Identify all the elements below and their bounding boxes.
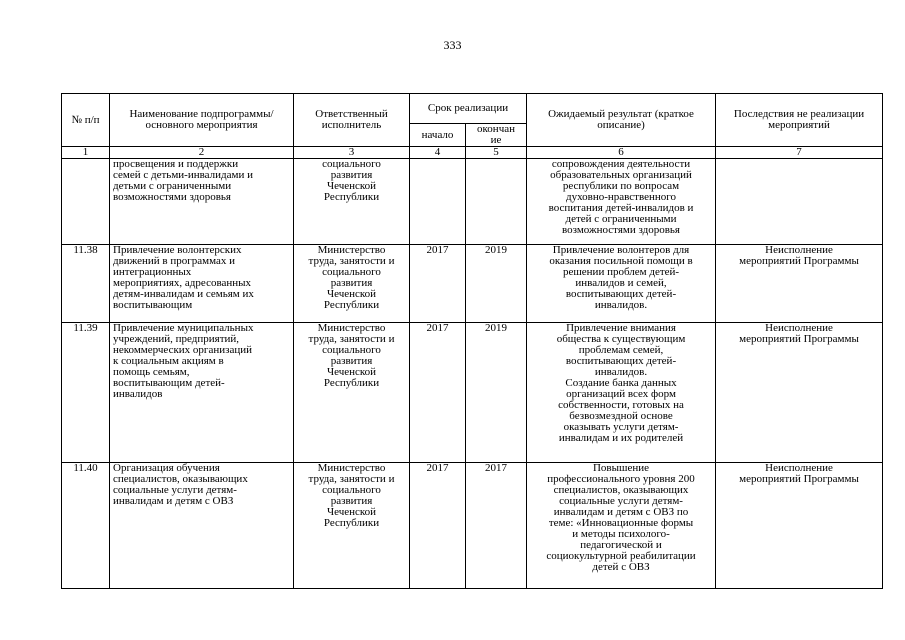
expected-result-line: инвалидам и их родителей xyxy=(558,432,684,444)
activity-name-line: движений в программах и xyxy=(113,255,236,267)
row-number: 11.38 xyxy=(62,245,110,323)
activity-name-line: Привлечение муниципальных xyxy=(113,322,254,334)
header-executor: Ответственный исполнитель xyxy=(294,94,410,147)
expected-result-line: решении проблем детей- xyxy=(562,266,680,278)
activity-name-line: инвалидов xyxy=(113,388,163,400)
expected-result-line: инвалидам и детям с ОВЗ по xyxy=(553,506,689,518)
expected-result-line: детей с ОВЗ xyxy=(592,561,650,573)
table-row xyxy=(62,245,883,323)
end-year: 2017 xyxy=(466,463,527,589)
expected-result-line: организаций всех форм xyxy=(566,388,676,400)
expected-result-line: социальные услуги детям- xyxy=(559,495,683,507)
expected-result-line: инвалидов и семей, xyxy=(575,277,667,289)
consequences-cell-line: Неисполнение xyxy=(765,322,833,334)
activity-name-line: учреждений, предприятий, xyxy=(113,333,240,345)
activity-name-line: просвещения и поддержки xyxy=(113,158,239,170)
activity-name-line: Привлечение волонтерских xyxy=(113,244,242,256)
column-number: 5 xyxy=(466,147,527,159)
consequences-cell-line: мероприятий Программы xyxy=(739,473,859,485)
column-number: 4 xyxy=(410,147,466,159)
expected-result-line: духовно-нравственного xyxy=(565,191,677,203)
expected-result-line: социокультурной реабилитации xyxy=(546,550,696,562)
expected-result-line: теме: «Инновационные формы xyxy=(548,517,694,529)
activity-name-line: социальные услуги детям- xyxy=(113,484,237,496)
expected-result-line: оказывать услуги детям- xyxy=(563,421,679,433)
consequences-cell-line: Неисполнение xyxy=(765,244,833,256)
expected-result-line: Создание банка данных xyxy=(565,377,677,389)
column-number-row xyxy=(62,147,883,159)
consequences-cell xyxy=(716,463,883,589)
start-year: 2017 xyxy=(410,463,466,589)
activity-name-line: воспитывающим xyxy=(113,299,193,311)
header-name: Наименование подпрограммы/ основного мероприятия xyxy=(110,94,294,147)
column-number: 2 xyxy=(110,147,294,159)
executor-cell-line: Республики xyxy=(323,299,380,311)
column-number: 1 xyxy=(62,147,110,159)
end-year: 2019 xyxy=(466,323,527,463)
expected-result-line: сопровождения деятельности xyxy=(551,158,691,170)
activity-name-line: интеграционных xyxy=(113,266,192,278)
header-num: № п/п xyxy=(62,94,110,147)
executor-cell-line: социального xyxy=(322,158,381,170)
expected-result xyxy=(527,323,716,463)
header-end-line: окончан xyxy=(477,123,515,135)
activity-name-line: семей с детьми-инвалидами и xyxy=(113,169,253,181)
row-number: 11.40 xyxy=(62,463,110,589)
row-number xyxy=(62,159,110,245)
expected-result-line: инвалидов. xyxy=(594,299,648,311)
executor-cell xyxy=(294,159,410,245)
activity-name-line: специалистов, оказывающих xyxy=(113,473,248,485)
start-year: 2017 xyxy=(410,323,466,463)
expected-result-line: воспитывающих детей- xyxy=(565,355,677,367)
activity-name-line: возможностями здоровья xyxy=(113,191,231,203)
start-year: 2017 xyxy=(410,245,466,323)
executor-cell-line: Чеченской xyxy=(326,506,377,518)
column-number: 7 xyxy=(716,147,883,159)
expected-result-line: детей с ограниченными xyxy=(565,213,677,225)
expected-result xyxy=(527,245,716,323)
page-number: 333 xyxy=(443,38,462,52)
header-end xyxy=(466,124,527,147)
executor-cell-line: Республики xyxy=(323,517,380,529)
consequences-cell xyxy=(716,323,883,463)
column-number: 3 xyxy=(294,147,410,159)
activity-name-line: некоммерческих организаций xyxy=(113,344,252,356)
activity-name-line: детьми с ограниченными xyxy=(113,180,232,192)
table-row xyxy=(62,463,883,589)
executor-cell-line: труда, занятости и xyxy=(308,473,395,485)
header-end-line: ие xyxy=(490,134,502,146)
consequences-cell-line: мероприятий Программы xyxy=(739,255,859,267)
header-start: начало xyxy=(410,124,466,147)
expected-result-line: воспитывающих детей- xyxy=(565,288,677,300)
executor-cell-line: развития xyxy=(330,277,373,289)
executor-cell-line: развития xyxy=(330,355,373,367)
expected-result-line: республики по вопросам xyxy=(562,180,680,192)
activity-name-line: инвалидам и детям с ОВЗ xyxy=(113,495,234,507)
table-body xyxy=(62,159,883,589)
activity-name-line: мероприятиях, адресованных xyxy=(113,277,252,289)
executor-cell-line: труда, занятости и xyxy=(308,255,395,267)
consequences-cell-line: Неисполнение xyxy=(765,462,833,474)
expected-result xyxy=(527,463,716,589)
consequences-cell xyxy=(716,159,883,245)
expected-result-line: образовательных организаций xyxy=(550,169,692,181)
expected-result-line: оказания посильной помощи в xyxy=(549,255,693,267)
expected-result-line: проблемам семей, xyxy=(578,344,664,356)
executor-cell-line: Республики xyxy=(323,191,380,203)
executor-cell-line: труда, занятости и xyxy=(308,333,395,345)
executor-cell-line: социального xyxy=(322,484,381,496)
header-period: Срок реализации xyxy=(410,94,527,124)
executor-cell-line: Министерство xyxy=(317,322,386,334)
table-row xyxy=(62,323,883,463)
executor-cell-line: Республики xyxy=(323,377,380,389)
activity-name-line: воспитывающим детей- xyxy=(113,377,225,389)
activity-name-line: к социальным акциям в xyxy=(113,355,224,367)
executor-cell-line: Министерство xyxy=(317,462,386,474)
expected-result-line: возможностями здоровья xyxy=(562,224,680,236)
expected-result-line: общества к существующим xyxy=(556,333,686,345)
activity-name xyxy=(110,159,294,245)
expected-result-line: педагогической и xyxy=(580,539,662,551)
start-year xyxy=(410,159,466,245)
column-number: 6 xyxy=(527,147,716,159)
executor-cell-line: развития xyxy=(330,169,373,181)
expected-result-line: Повышение xyxy=(592,462,650,474)
expected-result-line: профессионального уровня 200 xyxy=(547,473,695,485)
executor-cell-line: социального xyxy=(322,344,381,356)
executor-cell xyxy=(294,463,410,589)
executor-cell xyxy=(294,323,410,463)
end-year xyxy=(466,159,527,245)
program-table xyxy=(61,93,883,589)
executor-cell-line: Чеченской xyxy=(326,180,377,192)
table-row xyxy=(62,159,883,245)
executor-cell-line: Чеченской xyxy=(326,288,377,300)
executor-cell-line: Чеченской xyxy=(326,366,377,378)
expected-result-line: собственности, готовых на xyxy=(558,399,684,411)
expected-result-line: специалистов, оказывающих xyxy=(553,484,689,496)
expected-result-line: инвалидов. xyxy=(594,366,648,378)
consequences-cell xyxy=(716,245,883,323)
activity-name xyxy=(110,463,294,589)
activity-name-line: помощь семьям, xyxy=(113,366,190,378)
expected-result-line: воспитания детей-инвалидов и xyxy=(548,202,694,214)
expected-result-line: и методы психолого- xyxy=(572,528,670,540)
expected-result-line: Привлечение волонтеров для xyxy=(552,244,690,256)
expected-result-line: Привлечение внимания xyxy=(566,322,676,334)
executor-cell-line: развития xyxy=(330,495,373,507)
activity-name-line: Организация обучения xyxy=(113,462,220,474)
header-consequences: Последствия не реализации мероприятий xyxy=(716,94,883,147)
expected-result xyxy=(527,159,716,245)
activity-name xyxy=(110,245,294,323)
consequences-cell-line: мероприятий Программы xyxy=(739,333,859,345)
end-year: 2019 xyxy=(466,245,527,323)
executor-cell xyxy=(294,245,410,323)
executor-cell-line: Министерство xyxy=(317,244,386,256)
expected-result-line: безвозмездной основе xyxy=(569,410,673,422)
activity-name xyxy=(110,323,294,463)
activity-name-line: детям-инвалидам и семьям их xyxy=(113,288,254,300)
header-result: Ожидаемый результат (краткое описание) xyxy=(527,94,716,147)
row-number: 11.39 xyxy=(62,323,110,463)
executor-cell-line: социального xyxy=(322,266,381,278)
